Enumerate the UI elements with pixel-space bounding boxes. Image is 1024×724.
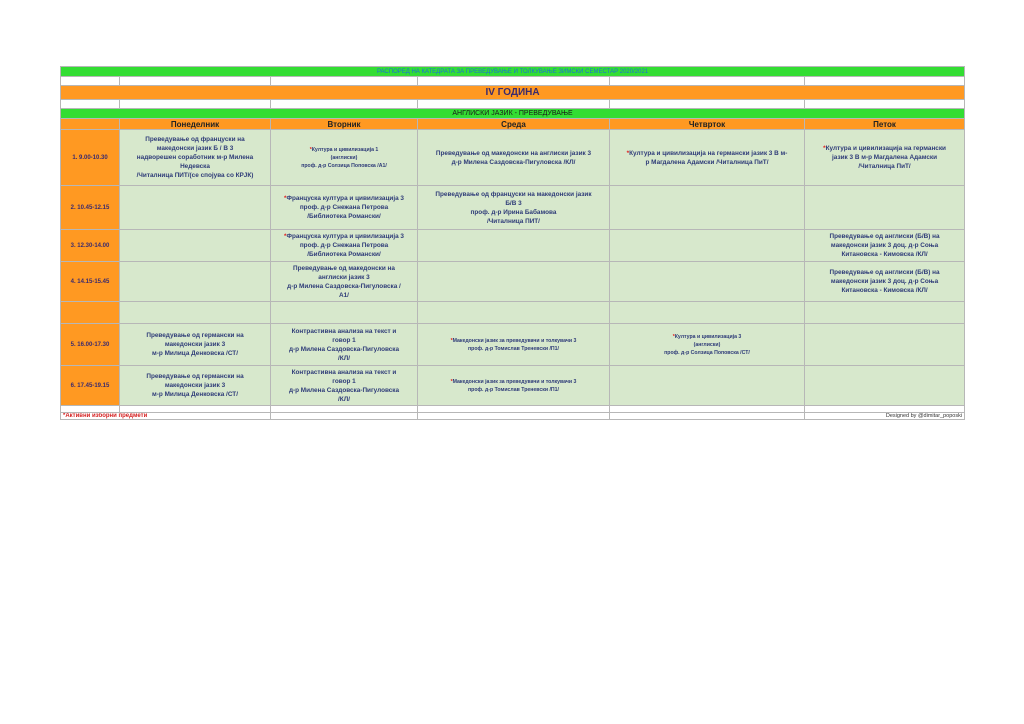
class-line: Преведување од англиски (Б/В) на	[829, 269, 940, 276]
class-line: англиски јазик 3	[318, 273, 370, 281]
class-line: македонски јазик 3	[164, 341, 226, 348]
class-cell-monday	[120, 130, 271, 186]
class-cell-wednesday	[418, 262, 610, 302]
class-line: македонски јазик 3	[164, 382, 226, 389]
class-line: (англиски)	[330, 154, 358, 161]
class-line: Преведување од германски на	[146, 332, 244, 339]
class-line: говор 1	[332, 336, 356, 344]
class-line: македонски јазик 3 доц. д-р Соња	[830, 278, 939, 285]
class-cell-monday	[120, 230, 271, 262]
class-line: м-р Милица Денковска /СТ/	[152, 350, 238, 357]
class-line: д-р Милена Саздовска-Пигуловска	[288, 386, 400, 394]
time-slots	[61, 130, 965, 406]
class-line: македонски јазик Б / В 3	[156, 145, 234, 152]
class-line: македонски јазик 3 доц. д-р Соња	[830, 242, 939, 249]
class-line: *Македонски јазик за преведувачи и толкувачи 3	[450, 378, 577, 385]
class-line: /Читалница ПИТ/	[487, 217, 540, 225]
slot-row	[61, 262, 965, 302]
class-cell-tuesday	[271, 366, 418, 406]
empty-slot-row	[61, 302, 965, 324]
class-line: /КЛ/	[338, 354, 350, 362]
class-line: *Француска култура и цивилизација 3	[284, 233, 404, 240]
blank-row	[61, 100, 965, 109]
class-cell-wednesday	[418, 324, 610, 366]
day-header-tuesday: Вторник	[271, 119, 418, 130]
slot-row	[61, 130, 965, 186]
class-cell-monday	[120, 366, 271, 406]
class-line: (англиски)	[693, 341, 721, 348]
slot-row	[61, 230, 965, 262]
elective-star-icon: *	[284, 195, 287, 202]
elective-legend: *Активни изборни предмети	[61, 413, 271, 420]
class-line: /Библиотека Романски/	[307, 251, 381, 258]
day-header-monday: Понеделник	[120, 119, 271, 130]
class-line: *Култура и цивилизација 1	[309, 146, 379, 153]
class-line: проф. д-р Солзица Поповска /СТ/	[664, 349, 750, 356]
class-cell-wednesday	[418, 366, 610, 406]
elective-star-icon: *	[284, 233, 287, 240]
class-line: Недевска	[180, 163, 210, 170]
class-cell-tuesday	[271, 324, 418, 366]
class-line: /Читалница ПиТ/	[858, 163, 911, 170]
class-cell-thursday	[610, 262, 805, 302]
class-line: м-р Милица Денковска /СТ/	[152, 391, 238, 398]
class-cell-monday	[120, 324, 271, 366]
elective-star-icon: *	[450, 337, 453, 344]
slot-time: 3. 12.30-14.00	[61, 230, 120, 262]
class-cell-wednesday	[418, 230, 610, 262]
day-header-thursday: Четврток	[610, 119, 805, 130]
slot-row	[61, 186, 965, 230]
class-cell-thursday	[610, 324, 805, 366]
class-cell-friday	[805, 130, 965, 186]
class-line: проф. д-р Ирина Бабамова	[470, 208, 557, 216]
slot-time: 2. 10.45-12.15	[61, 186, 120, 230]
class-cell-monday	[120, 262, 271, 302]
class-line: Преведување од француски на македонски јазик	[435, 190, 592, 198]
elective-star-icon: *	[309, 146, 312, 153]
class-line: Китановска - Кимовска /КЛ/	[841, 251, 928, 258]
class-line: А1/	[339, 291, 349, 299]
class-line: д-р Милена Саздовска-Пигуловска /	[287, 282, 401, 290]
class-line: Контрастивна анализа на текст и	[291, 327, 397, 335]
blank-row	[61, 406, 965, 413]
class-line: Преведување од англиски (Б/В) на	[829, 233, 940, 240]
class-line: Б/В 3	[505, 199, 522, 207]
class-cell-wednesday	[418, 130, 610, 186]
class-cell-thursday	[610, 130, 805, 186]
class-cell-friday	[805, 324, 965, 366]
program-subtitle: АНГЛИСКИ ЈАЗИК - ПРЕВЕДУВАЊЕ	[61, 109, 965, 119]
corner-cell	[61, 119, 120, 130]
slot-time: 1. 9.00-10.30	[61, 130, 120, 186]
schedule-sheet	[60, 66, 964, 420]
day-header-wednesday: Среда	[418, 119, 610, 130]
class-cell-tuesday	[271, 230, 418, 262]
class-cell-thursday	[610, 230, 805, 262]
elective-star-icon: *	[450, 378, 453, 385]
class-line: проф. д-р Солзица Поповска /А1/	[301, 162, 387, 169]
class-line: *Француска култура и цивилизација 3	[284, 195, 404, 202]
slot-time: 4. 14.15-15.45	[61, 262, 120, 302]
elective-star-icon: *	[823, 145, 826, 152]
schedule-title: РАСПОРЕД НА КАТЕДРАТА ЗА ПРЕВЕДУВАЊЕ И ТОЛКУВАЊЕ ЗИМСКИ СЕМЕСТАР 2020/2021	[61, 67, 965, 77]
class-cell-tuesday	[271, 186, 418, 230]
class-line: *Македонски јазик за преведувачи и толкувачи 3	[450, 337, 577, 344]
class-line: Контрастивна анализа на текст и	[291, 368, 397, 376]
class-line: Преведување од германски на	[146, 373, 244, 380]
class-line: /Читалница ПИТ/(се спојува со КРЈК)	[136, 172, 254, 179]
slot-row	[61, 324, 965, 366]
designer-credit: Designed by @dimitar_poposki	[805, 413, 965, 420]
class-line: јазик 3 В м-р Магдалена Адамски	[832, 154, 938, 161]
class-line: Преведување од македонски на англиски јазик 3	[435, 149, 592, 157]
class-cell-monday	[120, 186, 271, 230]
day-header-friday: Петок	[805, 119, 965, 130]
class-line: *Култура и цивилизација на германски	[823, 145, 946, 152]
class-line: д-р Милена Саздовска-Пигуловска	[288, 345, 400, 353]
days-header-row	[61, 119, 965, 130]
class-cell-friday	[805, 230, 965, 262]
class-cell-thursday	[610, 186, 805, 230]
class-line: *Култура и цивилизација на германски јазик 3 В м-	[626, 149, 788, 157]
schedule-table	[60, 66, 965, 420]
class-line: /Библиотека Романски/	[307, 213, 381, 220]
slot-time: 5. 16.00-17.30	[61, 324, 120, 366]
class-line: Преведување од македонски на	[293, 264, 395, 272]
class-line: Китановска - Кимовска /КЛ/	[841, 287, 928, 294]
year-title: IV ГОДИНА	[61, 86, 965, 100]
class-line: р Магдалена Адамски /Читалница ПиТ/	[645, 158, 769, 166]
footer-row	[61, 413, 965, 420]
elective-star-icon: *	[672, 333, 675, 340]
elective-star-icon: *	[626, 149, 630, 157]
class-line: проф. д-р Снежана Петрова	[299, 204, 389, 211]
class-cell-friday	[805, 186, 965, 230]
class-line: Преведување од француски на	[145, 136, 245, 143]
class-cell-tuesday	[271, 130, 418, 186]
class-line: надворешен соработник м-р Милена	[136, 154, 254, 161]
class-line: *Култура и цивилизација 3	[672, 333, 742, 340]
blank-row	[61, 77, 965, 86]
class-line: говор 1	[332, 377, 356, 385]
class-cell-friday	[805, 262, 965, 302]
class-line: д-р Милена Саздовска-Пигуловска /КЛ/	[451, 158, 576, 166]
class-cell-tuesday	[271, 262, 418, 302]
class-line: проф. д-р Томислав Треневски /П1/	[468, 345, 559, 352]
class-cell-thursday	[610, 366, 805, 406]
class-cell-wednesday	[418, 186, 610, 230]
class-cell-friday	[805, 366, 965, 406]
class-line: /КЛ/	[338, 395, 350, 403]
class-line: проф. д-р Снежана Петрова	[299, 242, 389, 249]
class-line: проф. д-р Томислав Треневски /П1/	[468, 386, 559, 393]
slot-row	[61, 366, 965, 406]
slot-time: 6. 17.45-19.15	[61, 366, 120, 406]
